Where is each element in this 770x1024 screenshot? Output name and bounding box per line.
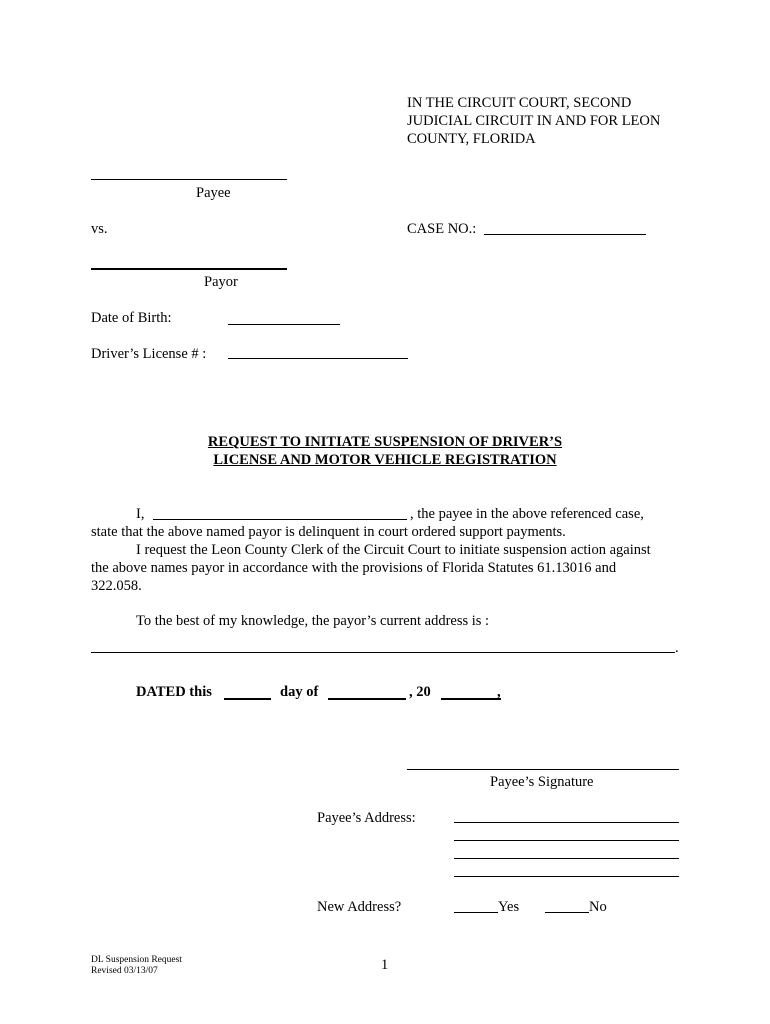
day-of-label: day of [280, 684, 319, 700]
para2-line2: the above names payor in accordance with the provisions of Florida Statutes 61.13016 and [91, 560, 617, 576]
address-intro: To the best of my knowledge, the payor’s current address is : [136, 613, 490, 629]
case-no-label: CASE NO.: [407, 221, 477, 237]
footer-form-name: DL Suspension Request [91, 955, 182, 965]
license-label: Driver’s License # : [91, 346, 207, 362]
dated-trailing-comma: , [497, 684, 501, 700]
court-heading [407, 94, 660, 148]
footer-form-info [91, 955, 182, 977]
payee-name-field[interactable] [153, 519, 407, 520]
payee-signature-line[interactable] [407, 769, 679, 770]
para2-line3: 322.058. [91, 578, 142, 594]
payee-address-line2[interactable] [454, 840, 679, 841]
para1-rest: , the payee in the above referenced case, [410, 506, 644, 522]
footer-revised: Revised 03/13/07 [91, 966, 158, 976]
para2-line1: I request the Leon County Clerk of the Circuit Court to initiate suspension action against [136, 542, 651, 558]
dated-day-field[interactable] [224, 698, 271, 700]
i-label: I, [136, 506, 145, 522]
dob-label: Date of Birth: [91, 310, 172, 326]
document-title-line2: LICENSE AND MOTOR VEHICLE REGISTRATION [213, 452, 557, 468]
dated-month-field[interactable] [328, 698, 406, 700]
no-label: No [589, 899, 607, 915]
license-field[interactable] [228, 358, 408, 359]
payee-address-label: Payee’s Address: [317, 810, 416, 826]
dated-year-field[interactable] [441, 698, 501, 700]
document-title-line1: REQUEST TO INITIATE SUSPENSION OF DRIVER’S [207, 434, 563, 450]
year-prefix-label: , 20 [409, 684, 431, 700]
payor-name-line[interactable] [91, 268, 287, 270]
dob-field[interactable] [228, 324, 340, 325]
payor-address-field[interactable] [91, 652, 675, 653]
payee-address-line4[interactable] [454, 876, 679, 877]
dated-this-label: DATED this [136, 684, 212, 700]
payee-address-line1[interactable] [454, 822, 679, 823]
court-heading-line2: JUDICIAL CIRCUIT IN AND FOR LEON [407, 113, 661, 129]
payee-label: Payee [196, 185, 231, 201]
payor-label: Payor [204, 274, 238, 290]
payee-address-line3[interactable] [454, 858, 679, 859]
court-heading-line1: IN THE CIRCUIT COURT, SECOND [407, 95, 632, 111]
page-number: 1 [381, 957, 389, 973]
payee-signature-label: Payee’s Signature [490, 774, 594, 790]
new-address-yes-field[interactable] [454, 912, 498, 913]
new-address-label: New Address? [317, 899, 402, 915]
para1-line2: state that the above named payor is delinquent in court ordered support payments. [91, 524, 566, 540]
case-no-field[interactable] [484, 234, 646, 235]
vs-label: vs. [91, 221, 108, 237]
address-end: . [675, 640, 679, 656]
payee-name-line[interactable] [91, 179, 287, 180]
yes-label: Yes [498, 899, 520, 915]
court-heading-line3: COUNTY, FLORIDA [407, 131, 536, 147]
new-address-no-field[interactable] [545, 912, 589, 913]
